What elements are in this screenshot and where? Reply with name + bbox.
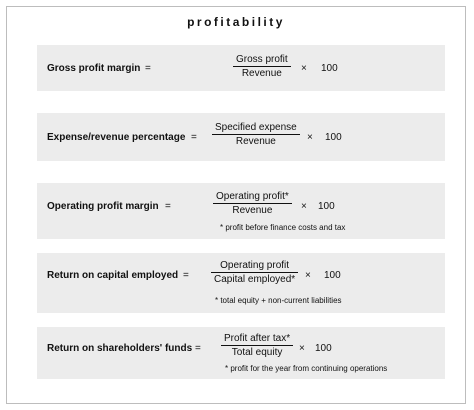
ratio-factor: 100 [318, 201, 335, 212]
ratio-factor: 100 [325, 132, 342, 143]
equals-sign: = [145, 63, 151, 74]
equals-sign: = [165, 201, 171, 212]
ratio-factor: 100 [321, 63, 338, 74]
equals-sign: = [195, 343, 201, 354]
ratio-denominator: Revenue [213, 203, 292, 216]
multiply-sign: × [301, 201, 307, 212]
ratio-card-return-on-capital-employed [37, 253, 445, 313]
ratio-name: Gross profit margin [47, 63, 141, 74]
multiply-sign: × [301, 63, 307, 74]
ratio-denominator: Capital employed* [211, 272, 298, 285]
ratio-card-gross-profit-margin [37, 45, 445, 91]
multiply-sign: × [305, 270, 311, 281]
ratio-card-expense-revenue-percentage [37, 113, 445, 161]
multiply-sign: × [307, 132, 313, 143]
equals-sign: = [191, 132, 197, 143]
ratio-card-operating-profit-margin [37, 183, 445, 239]
ratio-footnote: * total equity + non-current liabilities [215, 296, 342, 305]
ratio-sheet-frame [6, 6, 466, 404]
ratio-fraction [212, 122, 300, 147]
ratio-factor: 100 [315, 343, 332, 354]
ratio-numerator: Operating profit* [216, 191, 289, 202]
ratio-card-return-on-shareholders-funds [37, 327, 445, 379]
ratio-footnote: * profit for the year from continuing operations [225, 364, 388, 373]
equals-sign: = [183, 270, 189, 281]
ratio-name: Return on capital employed [47, 270, 179, 281]
ratio-numerator: Gross profit [236, 54, 288, 65]
multiply-sign: × [299, 343, 305, 354]
ratio-numerator: Operating profit [220, 260, 290, 271]
ratio-footnote: * profit before finance costs and tax [220, 223, 346, 232]
ratio-factor: 100 [324, 270, 341, 281]
ratio-numerator: Profit after tax* [224, 333, 291, 344]
ratio-fraction [221, 333, 293, 358]
ratio-name: Expense/revenue percentage [47, 132, 186, 143]
ratio-denominator: Revenue [233, 66, 291, 79]
ratio-denominator: Total equity [221, 345, 293, 358]
ratio-name: Operating profit margin [47, 201, 159, 212]
ratio-numerator: Specified expense [215, 122, 297, 133]
ratio-denominator: Revenue [212, 134, 300, 147]
page-title: profitability [187, 15, 285, 29]
ratio-fraction [211, 260, 298, 285]
ratio-fraction [233, 54, 291, 79]
ratio-fraction [213, 191, 292, 216]
ratio-name: Return on shareholders' funds [47, 343, 193, 354]
